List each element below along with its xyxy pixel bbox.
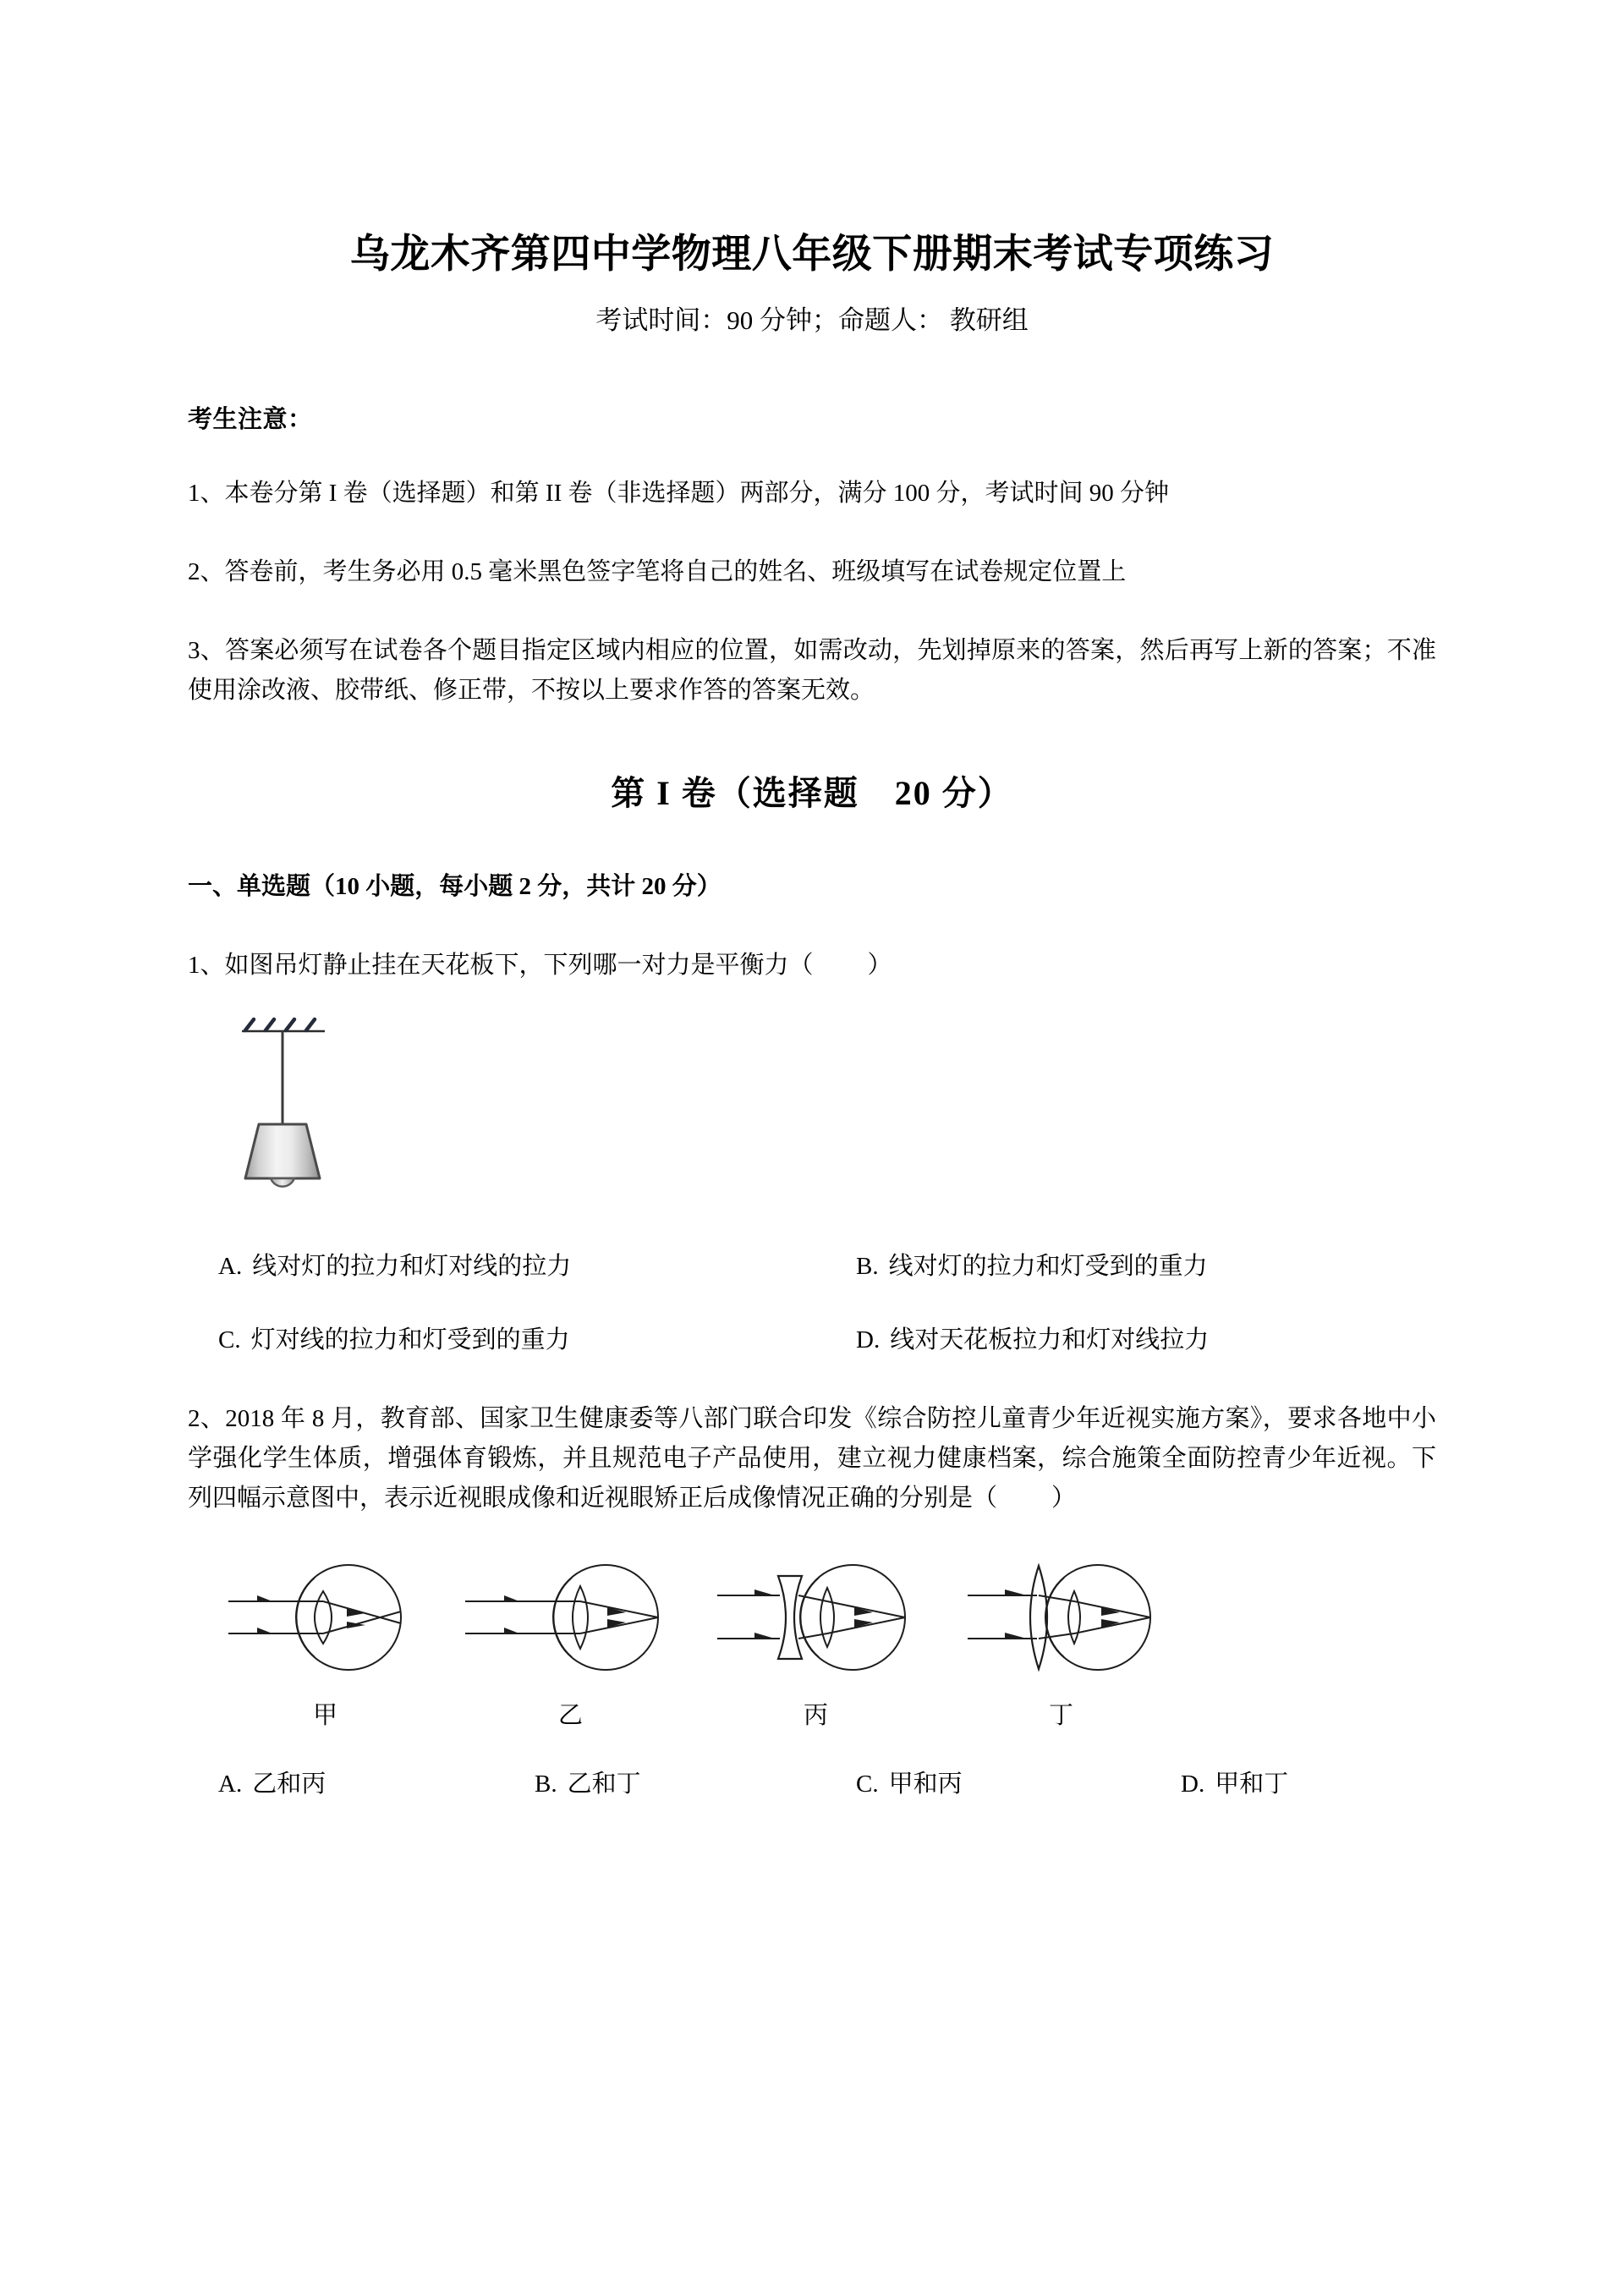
question-2-option-c-text: 甲和丙	[888, 1770, 963, 1798]
question-2-option-b-text: 乙和丁	[567, 1770, 641, 1798]
question-2-options-row	[188, 1731, 1436, 1799]
question-2-option-c-label: C.	[856, 1770, 879, 1798]
exam-subtitle: 考试时间：90 分钟；命题人： 教研组	[595, 305, 1029, 335]
question-1-option-c-label: C.	[218, 1326, 241, 1353]
question-1-answer-blank: （ ）	[788, 951, 894, 979]
notice-item-2: 2、答卷前，考生务必用 0.5 毫米黑色签字笔将自己的姓名、班级填写在试卷规定位置上	[188, 558, 1127, 586]
question-1-option-c-text: 灯对线的拉力和灯受到的重力	[250, 1326, 570, 1353]
eye-diagram-jia-svg	[220, 1547, 431, 1687]
eye-diagram-bing-caption: 丙	[803, 1701, 829, 1729]
question-1-option-a[interactable]	[218, 1247, 827, 1282]
eye-diagram-yi-svg	[465, 1547, 677, 1687]
question-1-body: 如图吊灯静止挂在天花板下，下列哪一对力是平衡力	[224, 951, 789, 979]
question-1-option-a-label: A.	[218, 1252, 243, 1280]
question-1-option-d-text: 线对天花板拉力和灯对线拉力	[890, 1326, 1210, 1353]
question-1-options-row-1	[188, 1210, 1436, 1282]
question-2-option-b[interactable]	[523, 1765, 827, 1799]
eye-diagram-jia	[203, 1547, 448, 1731]
question-2-option-b-label: B.	[535, 1770, 557, 1798]
question-2-option-d[interactable]	[1132, 1765, 1436, 1799]
question-2-option-d-label: D.	[1181, 1770, 1205, 1798]
part-one-heading: 第 I 卷（选择题 20 分）	[611, 773, 1013, 812]
eye-diagram-ding-caption: 丁	[1048, 1701, 1074, 1729]
question-2-option-d-text: 甲和丁	[1215, 1770, 1289, 1798]
question-1-option-b-label: B.	[856, 1252, 879, 1280]
eye-diagram-bing-svg	[710, 1547, 922, 1687]
eye-diagram-yi-caption: 乙	[557, 1701, 584, 1729]
notice-heading: 考生注意：	[188, 406, 313, 434]
question-2-option-a-text: 乙和丙	[252, 1770, 326, 1798]
eye-diagram-ding	[939, 1547, 1184, 1731]
hanging-lamp-diagram	[188, 986, 1436, 1210]
hanging-lamp-svg	[222, 1011, 391, 1205]
question-1-option-b-text: 线对灯的拉力和灯受到的重力	[888, 1252, 1208, 1280]
question-1-options-row-2	[188, 1282, 1436, 1355]
question-1-option-d-label: D.	[856, 1326, 881, 1353]
question-2-option-c[interactable]	[827, 1765, 1132, 1799]
eye-diagram-jia-caption: 甲	[312, 1701, 338, 1729]
eye-diagram-bing	[694, 1547, 939, 1731]
question-2-body: 2018 年 8 月，教育部、国家卫生健康委等八部门联合印发《综合防控儿童青少年近视实施方案》，要求各地中小学强化学生体质，增强体育锻炼，并且规范电子产品使用，建立视力健康档案，综合施策全面防控青少年近视。下列四幅示意图中，表示近视眼成像和近视眼矫正后成像情况正确的分别是	[188, 1404, 1436, 1512]
question-2-text	[188, 1355, 1436, 1518]
eye-diagram-ding-svg	[956, 1547, 1167, 1687]
section-heading-single-choice: 一、单选题（10 小题，每小题 2 分，共计 20 分）	[188, 872, 721, 900]
question-1-option-a-text: 线对灯的拉力和灯对线的拉力	[252, 1252, 572, 1280]
question-2-option-a-label: A.	[218, 1770, 243, 1798]
question-1-option-b[interactable]	[827, 1247, 1436, 1282]
question-2-option-a[interactable]	[218, 1765, 523, 1799]
notice-item-1: 1、本卷分第 I 卷（选择题）和第 II 卷（非选择题）两部分，满分 100 分，考试时间 90 分钟	[188, 480, 1169, 508]
question-1-text	[188, 902, 1436, 986]
question-1-option-d[interactable]	[827, 1320, 1436, 1355]
question-2-number: 2、	[188, 1404, 226, 1432]
question-2-answer-blank: （ ）	[973, 1484, 1078, 1512]
notice-item-3: 3、答案必须写在试卷各个题目指定区域内相应的位置，如需改动，先划掉原来的答案，然后再写上新的答案；不准使用涂改液、胶带纸、修正带，不按以上要求作答的答案无效。	[188, 636, 1436, 704]
question-1-option-c[interactable]	[218, 1320, 827, 1355]
question-1-number: 1、	[188, 951, 225, 979]
page-title: 乌龙木齐第四中学物理八年级下册期末考试专项练习	[349, 233, 1275, 277]
eye-diagram-yi	[448, 1547, 694, 1731]
eye-imaging-diagrams	[188, 1518, 1436, 1731]
